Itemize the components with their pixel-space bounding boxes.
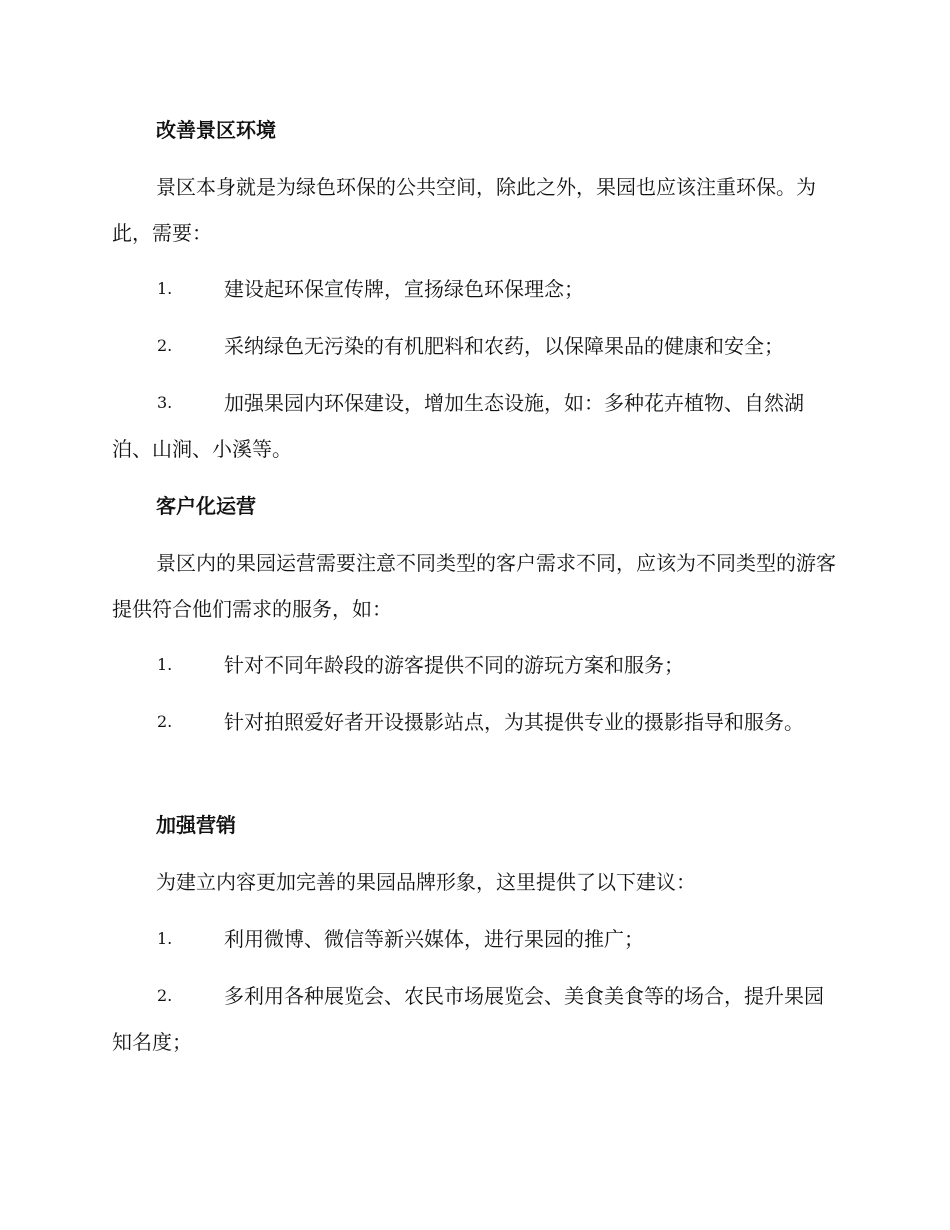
list-text: 建设起环保宣传牌，宣扬绿色环保理念； xyxy=(224,277,584,301)
list-text: 针对拍照爱好者开设摄影站点，为其提供专业的摄影指导和服务。 xyxy=(224,710,804,734)
section-heading: 改善景区环境 xyxy=(156,118,276,142)
section-intro: 景区内的果园运营需要注意不同类型的客户需求不同，应该为不同类型的游客提供符合他们需求的服务，如： xyxy=(112,551,836,621)
section-intro: 景区本身就是为绿色环保的公共空间，除此之外，果园也应该注重环保。为此，需要： xyxy=(112,175,816,245)
section-intro: 为建立内容更加完善的果园品牌形象，这里提供了以下建议： xyxy=(156,870,696,894)
section-heading: 客户化运营 xyxy=(156,494,256,518)
list-number: 2. xyxy=(157,712,173,731)
list-item xyxy=(112,642,837,688)
list-item xyxy=(112,699,837,745)
list-number: 1. xyxy=(157,279,173,298)
list-number: 1. xyxy=(157,655,173,674)
list-item xyxy=(112,916,837,962)
list-item xyxy=(112,266,837,312)
list-item xyxy=(112,973,837,1065)
list-item xyxy=(112,323,837,369)
list-item xyxy=(112,380,837,472)
list-text: 加强果园内环保建设，增加生态设施，如：多种花卉植物、自然湖泊、山涧、小溪等。 xyxy=(112,391,804,461)
section-heading: 加强营销 xyxy=(156,813,236,837)
list-text: 多利用各种展览会、农民市场展览会、美食美食等的场合，提升果园知名度； xyxy=(112,984,824,1054)
list-number: 2. xyxy=(157,986,173,1005)
list-number: 1. xyxy=(157,929,173,948)
list-number: 2. xyxy=(157,336,173,355)
list-text: 针对不同年龄段的游客提供不同的游玩方案和服务； xyxy=(224,653,684,677)
list-number: 3. xyxy=(157,393,173,412)
list-text: 采纳绿色无污染的有机肥料和农药，以保障果品的健康和安全； xyxy=(224,334,784,358)
list-text: 利用微博、微信等新兴媒体，进行果园的推广； xyxy=(224,927,644,951)
